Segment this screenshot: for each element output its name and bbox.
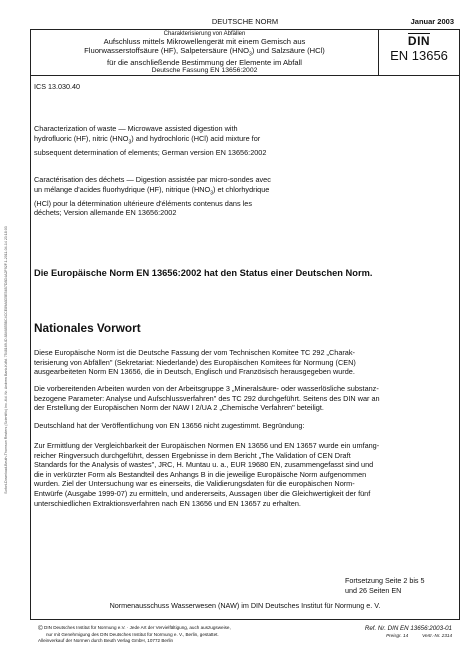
issue-date: Januar 2003	[410, 17, 454, 26]
vorwort-paragraph-4: Zur Ermittlung der Vergleichbarkeit der Europäischen Normen EN 13656 und EN 13657 wurde ein umfang- reicher Ringversuch durchgeführt, dessen Ergebnisse in dem Bericht „The Validation of CEN Draft Standards for the Analysis of wastes", JRC, H. Muntau u. a., EUR 19680 EN, zusammengefasst sind und die in verkürzter Form als Bestandteil des Anhangs B in die jeweilige Europäische Norm aufgenommen wurden. Ziel der Untersuchung war es einerseits, die Validierungsdaten für die europäischen Norm- Entwürfe (Ausgabe 1999-07) zu ermitteln, und andererseits, Aussagen über die Gleichwertigkeit der fünf unterschiedlichen Extraktionsverfahren nach EN 13656 und EN 13657 zu erhalten.	[34, 441, 380, 508]
price-group: Preisgr. 14	[386, 633, 409, 638]
copyright-notice: © DIN Deutsches Institut für Normung e.V. · Jede Art der Vervielfältigung, auch auszugsweise, nur mit Genehmigung des DIN Deutsches Institut für Normung e. V., Berlin, gestattet. Alleinverkauf der Normen durch Beuth Verlag GmbH, 10772 Berlin	[38, 625, 231, 643]
copyright-icon: ©	[38, 625, 43, 632]
page-footer	[30, 625, 460, 653]
ics-code: ICS 13.030.40	[34, 82, 80, 91]
committee-line: Normenausschuss Wasserwesen (NAW) im DIN Deutsches Institut für Normung e. V.	[109, 601, 381, 610]
header-title-line-1: Aufschluss mittels Mikrowellengerät mit einem Gemisch aus	[103, 37, 306, 46]
sales-number: Vertr.-Nr. 2314	[422, 633, 452, 638]
vorwort-paragraph-3: Deutschland hat der Veröffentlichung von EN 13656 nicht zugestimmt. Begründung:	[34, 421, 305, 430]
vorwort-paragraph-1: Diese Europäische Norm ist die Deutsche Fassung der vom Technischen Komitee TC 292 „Charak- terisierung von Abfällen" (Sekretariat: Niederlande) des Europäischen Komitees für Normung (CEN) ausgearbeiteten Norm EN 13656, die in Deutsch, Englisch und Französisch herausgegeben wurde.	[34, 348, 356, 377]
section-heading: Nationales Vorwort	[34, 321, 141, 335]
norm-number: EN 13656	[390, 48, 448, 63]
continuation-note: Fortsetzung Seite 2 bis 5 und 26 Seiten EN	[345, 576, 425, 595]
document-page	[30, 0, 460, 652]
french-title: Caractérisation des déchets — Digestion assistée par micro-sondes avec un mélange d'acides fluorhydrique (HF), nitrique $(HNO_3)$ et chlorhydrique (HCl) pour la détermination ultérieure d'éléments contenus dans les déchets; Version allemande EN 13656:2002	[34, 175, 271, 218]
header-category: Charakterisierung von Abfällen	[163, 31, 246, 37]
reference-number: Ref. Nr. DIN EN 13656:2003-01	[364, 625, 452, 632]
document-type-label: DEUTSCHE NORM	[211, 17, 279, 26]
din-logo: DIN	[407, 34, 431, 48]
din-cell	[379, 30, 459, 75]
english-title: Characterization of waste — Microwave assisted digestion with hydrofluoric (HF), nitric $(HNO_3)$ and hydrochloric (HCl) acid mixture for subsequent determination of elements; German version EN 13656:2002	[34, 124, 267, 157]
header-title-line-3: für die anschließende Bestimmung der Elemente im Abfall	[106, 57, 302, 67]
vorwort-paragraph-2: Die vorbereitenden Arbeiten wurden von der Arbeitsgruppe 3 „Mineralsäure- oder wasserlösliche substanz- bezogene Parameter: Analyse und Aufschlussverfahren" des TC 292 durchgeführt. Seitens des DIN war an der Erstellung der Europäischen Norm der NAW I 2/UA 2 „Chemische Verfahren" beteiligt.	[34, 384, 380, 413]
watermark-text: Sofort-Download-Beuth-Thomson Reuters (Scientific) Inc.-Kd. Nr. Andrew Bank-Kdfd. 7548169-ID.8846855BC4CCE89A6D5E54B7D8D4A2F92F.1-2011-04-14 23:18:03	[4, 226, 8, 494]
header-box	[30, 29, 460, 76]
header-title-line-2: Fluorwasserstoffsäure (HF), Salpetersäure $(HNO_3)$ und Salzsäure (HCl)	[84, 45, 325, 58]
reference-number-block	[342, 625, 452, 639]
header-title-block	[31, 30, 379, 75]
status-statement: Die Europäische Norm EN 13656:2002 hat den Status einer Deutschen Norm.	[34, 268, 373, 278]
header-version: Deutsche Fassung EN 13656:2002	[151, 67, 258, 75]
download-watermark	[1, 80, 11, 640]
